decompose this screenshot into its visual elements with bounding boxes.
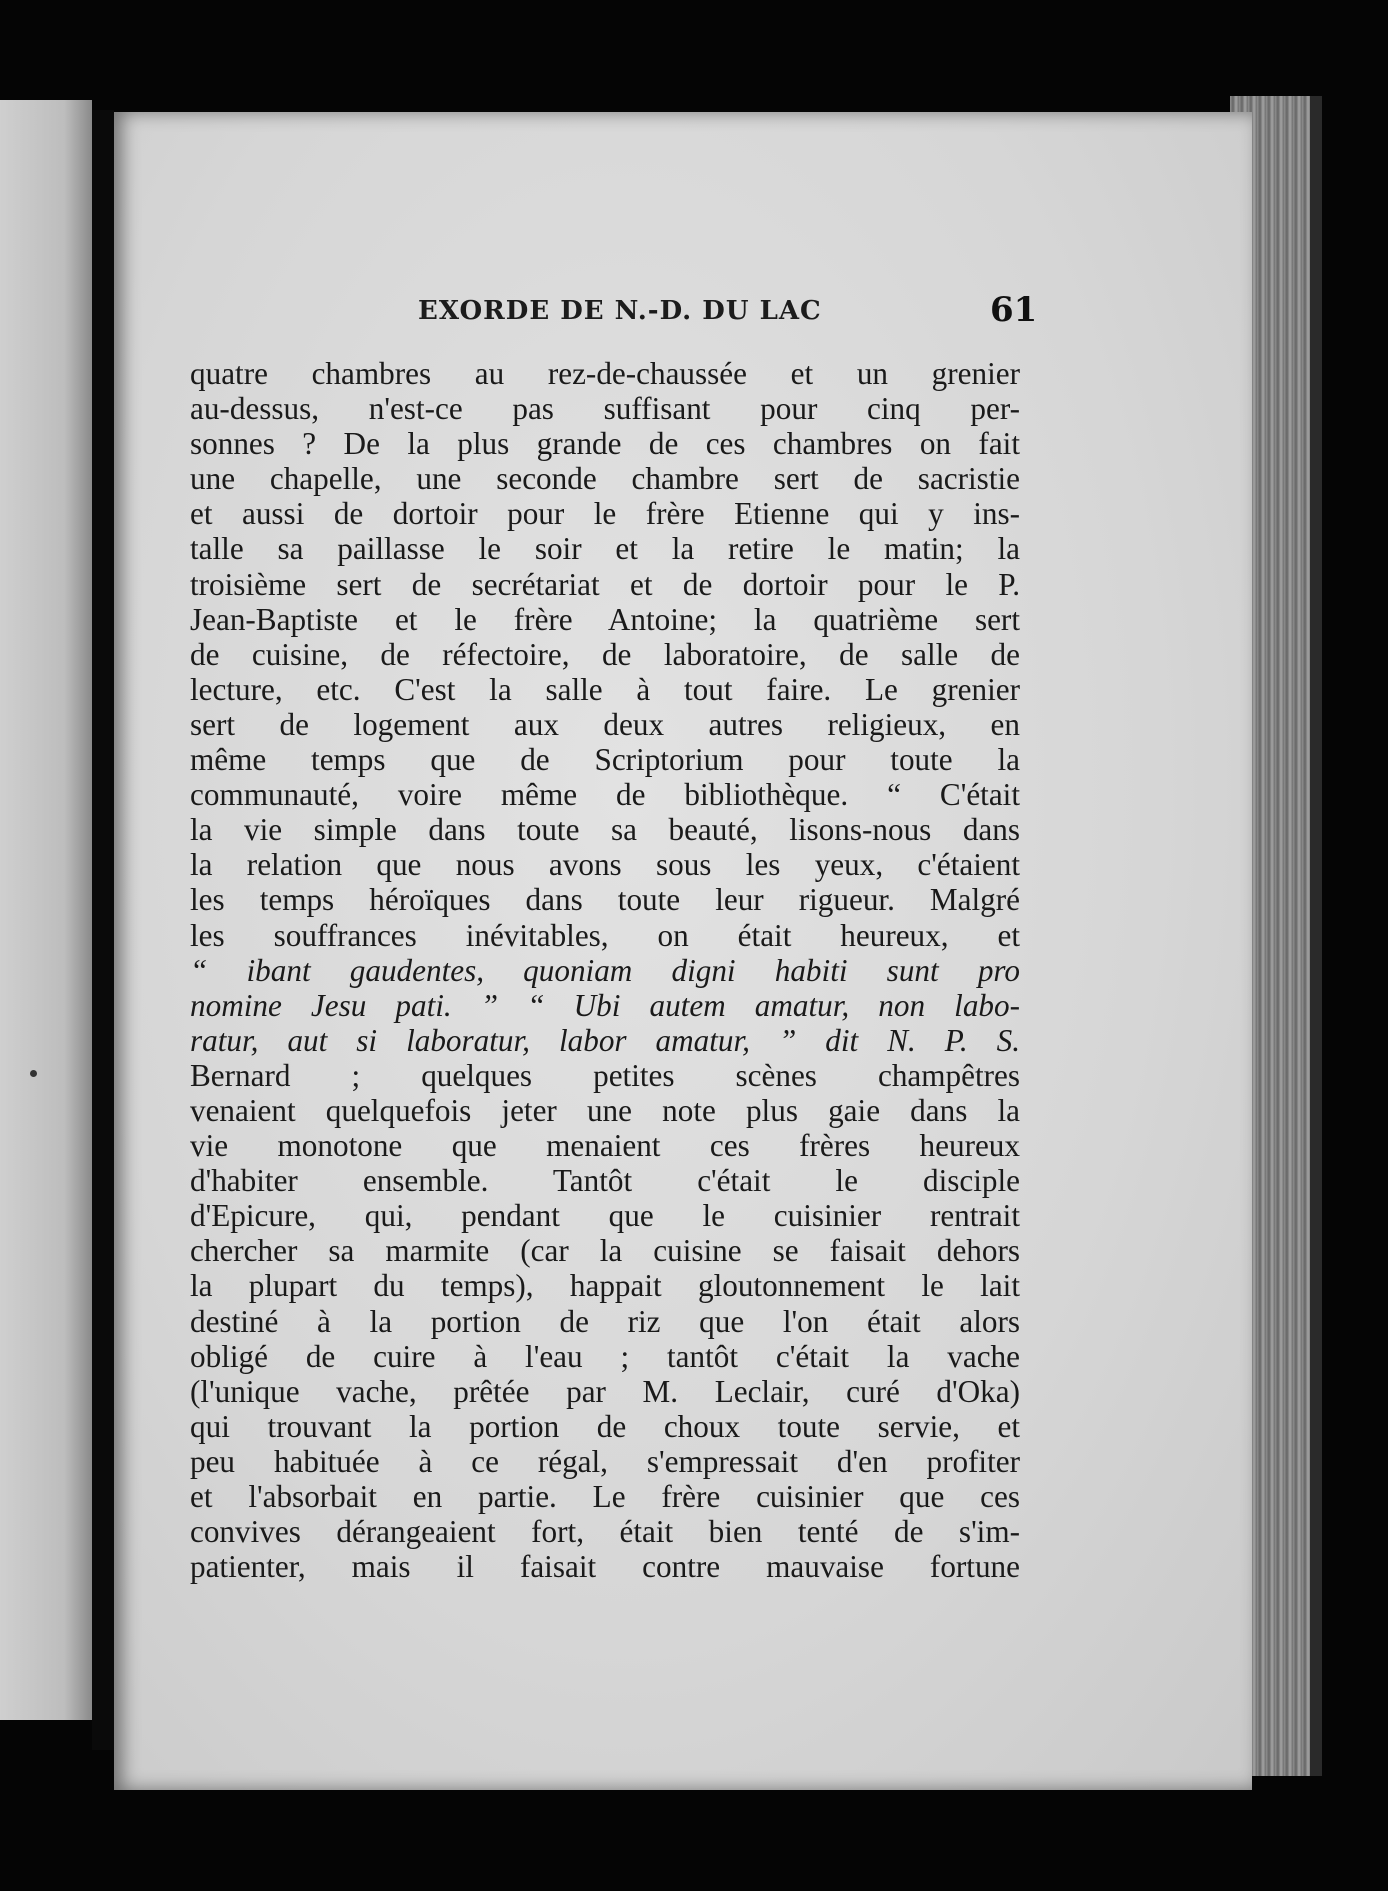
text-line: (l'unique vache, prêtée par M. Leclair, curé d'Oka): [190, 1373, 1020, 1409]
text-line: chercher sa marmite (car la cuisine se faisait dehors: [190, 1233, 1020, 1269]
text-line: patienter, mais il faisait contre mauvaise fortune: [190, 1549, 1020, 1585]
text-line: une chapelle, une seconde chambre sert de sacristie: [190, 461, 1020, 497]
text-line: et aussi de dortoir pour le frère Etienne qui y ins-: [190, 496, 1020, 532]
running-title: EXORDE DE N.-D. DU LAC: [418, 296, 822, 326]
text-line-italic: nomine Jesu pati. ” “ Ubi autem amatur, non labo-: [190, 987, 1020, 1023]
text-line: destiné à la portion de riz que l'on était alors: [190, 1303, 1020, 1339]
text-line: quatre chambres au rez-de-chaussée et un grenier: [190, 356, 1020, 391]
text-line: la plupart du temps), happait gloutonnement le lait: [190, 1268, 1020, 1304]
text-line-italic: ratur, aut si laboratur, labor amatur, ” dit N. P. S.: [190, 1022, 1020, 1058]
text-line: convives dérangeaient fort, était bien tenté de s'im-: [190, 1514, 1020, 1550]
text-line: sonnes ? De la plus grande de ces chambres on fait: [190, 426, 1020, 462]
text-line: troisième sert de secrétariat et de dortoir pour le P.: [190, 566, 1020, 602]
text-line: Bernard ; quelques petites scènes champêtres: [190, 1057, 1020, 1093]
text-line: talle sa paillasse le soir et la retire le matin; la: [190, 531, 1020, 567]
text-line: communauté, voire même de bibliothèque. “ C'était: [190, 777, 1020, 813]
text-line: et l'absorbait en partie. Le frère cuisinier que ces: [190, 1479, 1020, 1514]
text-line: vie monotone que menaient ces frères heureux: [190, 1128, 1020, 1164]
text-line: peu habituée à ce régal, s'empressait d'en profiter: [190, 1443, 1020, 1479]
page-number: 61: [990, 290, 1038, 330]
text-line: d'habiter ensemble. Tantôt c'était le disciple: [190, 1163, 1020, 1199]
text-line: les temps héroïques dans toute leur rigueur. Malgré: [190, 882, 1020, 918]
text-line: qui trouvant la portion de choux toute servie, et: [190, 1408, 1020, 1444]
text-line: lecture, etc. C'est la salle à tout faire. Le grenier: [190, 671, 1020, 707]
text-line: obligé de cuire à l'eau ; tantôt c'était la vache: [190, 1338, 1020, 1374]
facing-page-edge: [0, 100, 92, 1720]
text-line: Jean-Baptiste et le frère Antoine; la quatrième sert: [190, 601, 1020, 637]
text-line: même temps que de Scriptorium pour toute la: [190, 742, 1020, 778]
book-gutter: [92, 110, 114, 1750]
text-line: d'Epicure, qui, pendant que le cuisinier rentrait: [190, 1198, 1020, 1234]
body-text: [190, 356, 1020, 1584]
text-line: la relation que nous avons sous les yeux, c'étaient: [190, 847, 1020, 883]
text-line: au-dessus, n'est-ce pas suffisant pour cinq per-: [190, 391, 1020, 427]
text-line: venaient quelquefois jeter une note plus gaie dans la: [190, 1092, 1020, 1128]
text-line-italic: “ ibant gaudentes, quoniam digni habiti sunt pro: [190, 952, 1020, 988]
text-line: les souffrances inévitables, on était heureux, et: [190, 917, 1020, 953]
cover-edge: [1310, 96, 1322, 1776]
text-line: la vie simple dans toute sa beauté, lisons-nous dans: [190, 812, 1020, 848]
text-line: de cuisine, de réfectoire, de laboratoire, de salle de: [190, 636, 1020, 672]
text-line: sert de logement aux deux autres religieux, en: [190, 706, 1020, 742]
margin-mark: [30, 1070, 37, 1077]
